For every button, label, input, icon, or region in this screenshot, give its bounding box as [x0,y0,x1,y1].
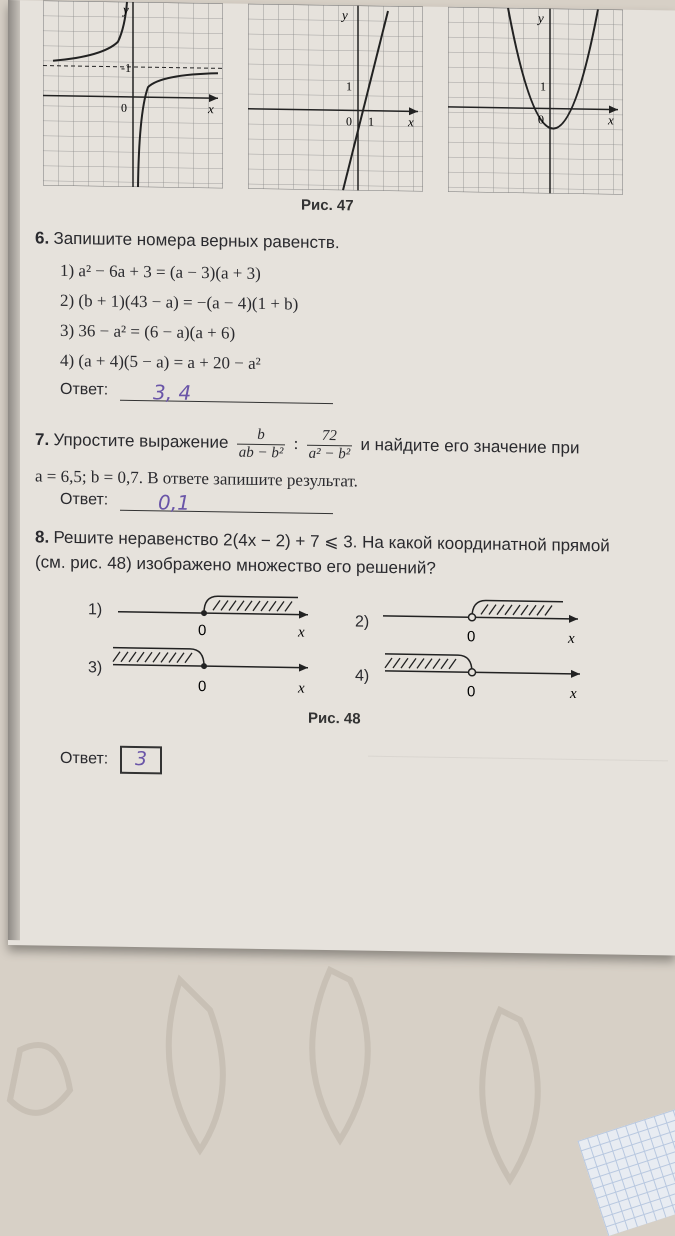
task6-answer-field[interactable] [120,400,333,404]
task6-option-3: 3) 36 − a² = (6 − a)(a + 6) [60,320,236,343]
task7-heading [35,423,579,467]
background-pattern [0,950,675,1200]
task8-numberline-1 [118,587,318,645]
task7-colon: : [293,433,299,453]
svg-text:x: x [298,624,305,641]
task8-option-1-label: 1) [88,601,103,619]
svg-text:0: 0 [467,683,476,701]
task7-text-start: Упростите выражение [53,430,229,452]
svg-text:x: x [298,680,305,697]
task8-number: 8. [35,527,50,547]
svg-text:1: 1 [368,114,374,129]
svg-text:y: y [342,7,348,23]
page-edge [8,0,20,940]
task6-heading [35,228,340,253]
svg-text:0: 0 [538,112,544,127]
task7-answer-label: Ответ: [60,490,109,509]
graph-x-label: x [208,101,214,117]
task7-answer-field[interactable] [120,510,333,514]
task8-numberline-4 [380,644,585,702]
task6-option-2: 2) (b + 1)(43 − a) = −(a − 4)(1 + b) [60,290,299,314]
svg-text:x: x [570,685,577,702]
task7-number: 7. [35,429,50,450]
task6-answer-handwritten: 3, 4 [153,380,192,405]
task7-fraction-2: $\frac{72}{\text{a² − b²}}$ [308,427,351,463]
svg-text:x: x [408,114,414,130]
task8-answer-handwritten: 3 [134,747,148,771]
fig47-caption: Рис. 47 [301,196,354,215]
task8-line2: (см. рис. 48) изображено множество его решений? [35,552,436,578]
task8-option-2-label: 2) [355,613,370,631]
svg-text:1: 1 [346,79,352,94]
svg-text:0: 0 [467,628,476,646]
graph-hyperbola [43,1,223,189]
svg-text:x: x [568,630,575,647]
task6-option-1: 1) a² − 6a + 3 = (a − 3)(a + 3) [60,260,261,283]
task7-fraction-1: $\frac{b}{\text{ab − b²}}$ [238,426,284,462]
graph-zero: 0 [121,100,127,115]
svg-text:0: 0 [198,621,207,640]
textbook-page [8,0,675,955]
show-through-text [368,756,668,852]
task7-answer-handwritten: 0,1 [158,490,190,515]
task7-text-end: и найдите его значение при [360,434,580,458]
svg-text:x: x [608,112,614,128]
graph-parabola [448,7,623,195]
task8-line1: Решите неравенство 2(4x − 2) + 7 ⩽ 3. На какой координатной прямой [53,527,610,556]
graph-line [248,4,423,192]
task8-option-3-label: 3) [88,659,103,677]
task8-answer-label: Ответ: [60,749,109,768]
fig48-caption: Рис. 48 [308,709,361,728]
task8-numberline-2 [383,591,583,649]
task6-number: 6. [35,228,50,248]
svg-text:0: 0 [198,677,207,696]
task8-numberline-3 [108,640,318,698]
task8-option-4-label: 4) [355,667,370,685]
svg-text:y: y [538,10,544,26]
svg-text:0: 0 [346,114,352,129]
task8-heading [35,527,610,556]
svg-text:1: 1 [540,79,546,94]
task6-answer-label: Ответ: [60,380,109,399]
task6-option-4: 4) (a + 4)(5 − a) = a + 20 − a² [60,350,261,373]
graph-y-label: y [123,1,129,17]
task7-line2: a = 6,5; b = 0,7. В ответе запишите результат. [35,466,358,491]
graph-neg-one: -1 [121,60,131,75]
task8-answer-box[interactable] [120,746,162,775]
task6-text: Запишите номера верных равенств. [53,228,340,253]
